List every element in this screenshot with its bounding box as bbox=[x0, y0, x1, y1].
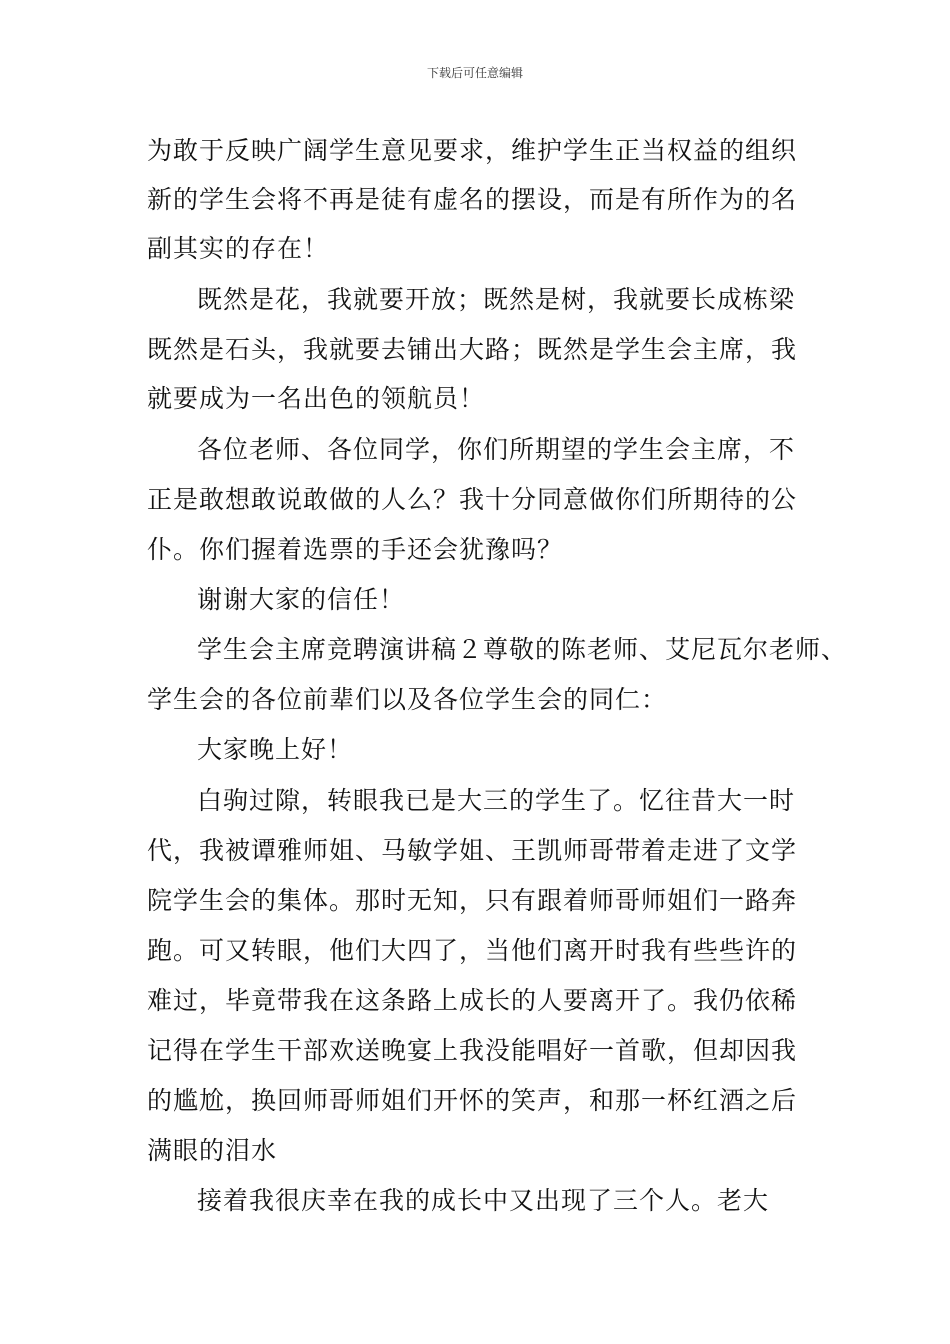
text-line: 仆。你们握着选票的手还会犹豫吗？ bbox=[147, 535, 564, 564]
text-line: 各位老师、各位同学，你们所期望的学生会主席，不 bbox=[197, 435, 796, 464]
text-line: 副其实的存在！ bbox=[147, 234, 330, 263]
text-line: 接着我很庆幸在我的成长中又出现了三个人。老大 bbox=[197, 1186, 770, 1215]
text-line: 跑。可又转眼，他们大四了，当他们离开时我有些些许的 bbox=[147, 936, 798, 965]
text-line: 新的学生会将不再是徒有虚名的摆设，而是有所作为的名 bbox=[147, 185, 798, 214]
text-line: 既然是石头，我就要去铺出大路；既然是学生会主席，我 bbox=[147, 335, 798, 364]
text-line: 院学生会的集体。那时无知，只有跟着师哥师姐们一路奔 bbox=[147, 886, 798, 915]
text-line: 记得在学生干部欢送晚宴上我没能唱好一首歌，但却因我 bbox=[147, 1036, 798, 1065]
text-line: 学生会的各位前辈们以及各位学生会的同仁： bbox=[147, 685, 668, 714]
text-line: 谢谢大家的信任！ bbox=[197, 585, 406, 614]
page-header: 下载后可任意编辑 bbox=[426, 66, 523, 80]
text-line: 就要成为一名出色的领航员！ bbox=[147, 384, 486, 413]
text-line: 学生会主席竞聘演讲稿２尊敬的陈老师、艾尼瓦尔老师、 bbox=[197, 635, 848, 664]
text-line: 为敢于反映广阔学生意见要求，维护学生正当权益的组织 bbox=[147, 136, 798, 165]
text-line: 既然是花，我就要开放；既然是树，我就要长成栋梁 bbox=[197, 285, 796, 314]
text-line: 白驹过隙，转眼我已是大三的学生了。忆往昔大一时 bbox=[197, 786, 796, 815]
text-line: 难过，毕竟带我在这条路上成长的人要离开了。我仍依稀 bbox=[147, 986, 798, 1015]
text-line: 正是敢想敢说敢做的人么？我十分同意做你们所期待的公 bbox=[147, 485, 798, 514]
text-line: 满眼的泪水 bbox=[147, 1136, 278, 1165]
text-line: 大家晚上好！ bbox=[197, 735, 354, 764]
text-line: 代，我被谭雅师姐、马敏学姐、王凯师哥带着走进了文学 bbox=[147, 836, 798, 865]
text-line: 的尴尬，换回师哥师姐们开怀的笑声，和那一杯红酒之后 bbox=[147, 1086, 798, 1115]
